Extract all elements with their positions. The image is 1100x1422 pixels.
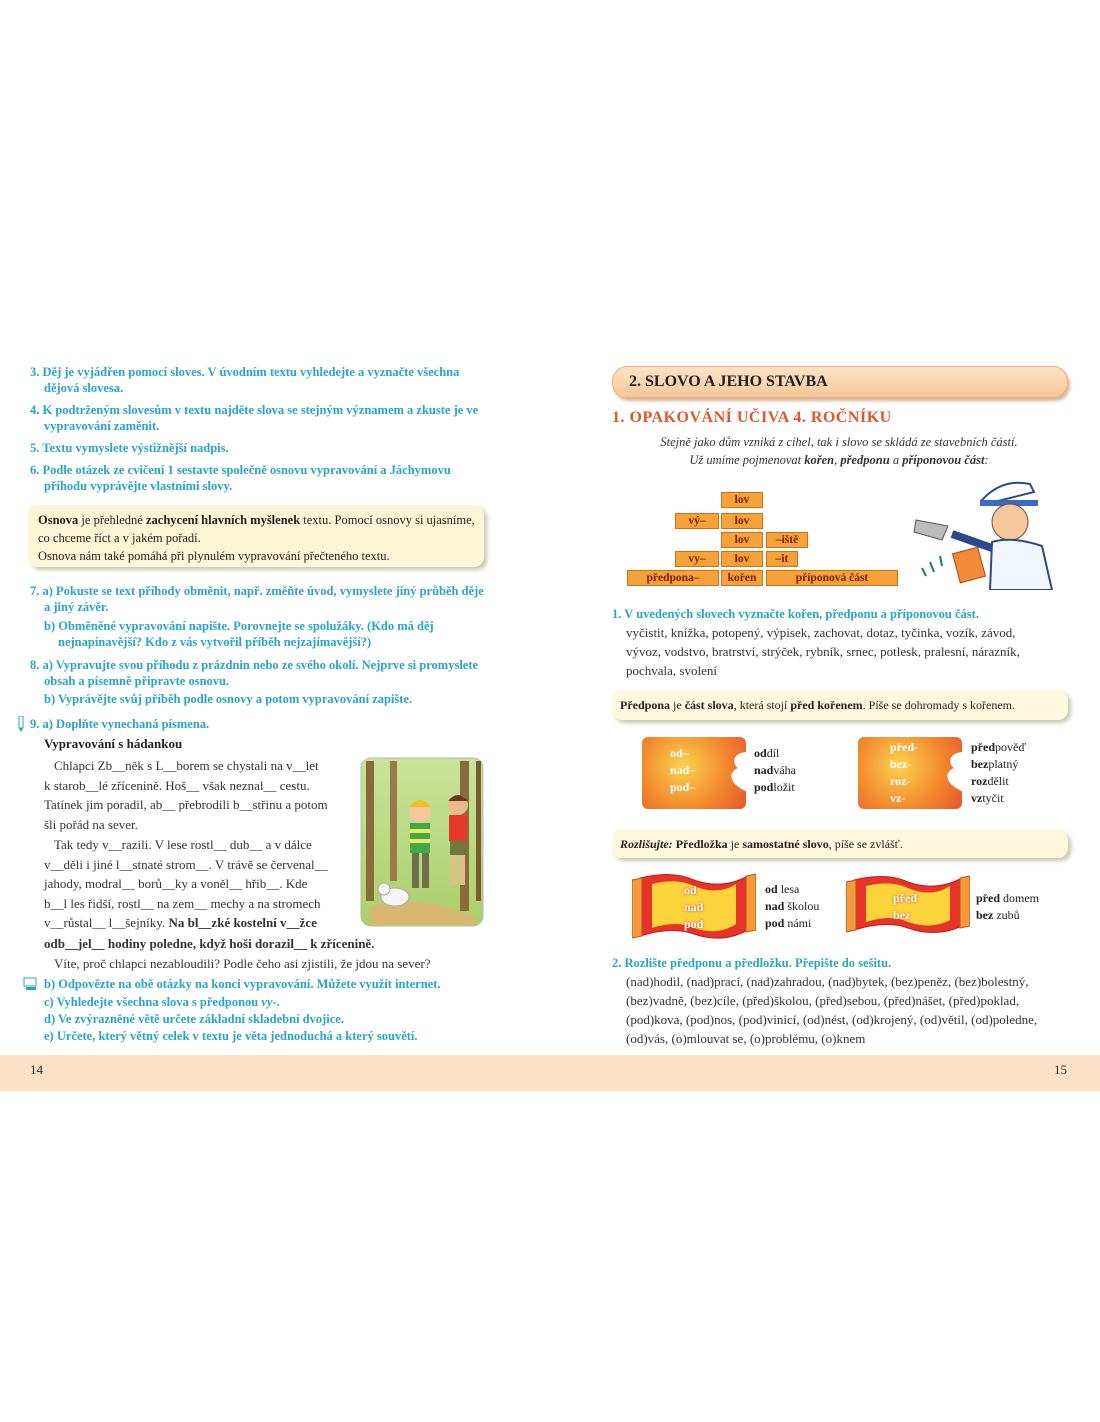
page-number-left: 14 bbox=[30, 1062, 43, 1077]
carpet-2-examples: před domem bez zubů bbox=[976, 891, 1039, 922]
bricklayer-illustration bbox=[912, 470, 1072, 590]
carpet-1-examples: od lesa nad školou pod námi bbox=[765, 882, 820, 930]
story-paragraph-1: Chlapci Zb__něk s L__borem se chystali na v__let k starob__lé zřícenině. Hoš__ však neznal__ cestu. Tatínek jim poradil, ab__ přebrodili b__střinu a potom šli pořád na sever. bbox=[44, 758, 328, 832]
section-title: 1. OPAKOVÁNÍ UČIVA 4. ROČNÍKU bbox=[612, 409, 892, 426]
story-paragraph-2: Tak tedy v__razili. V lese rostl__ dub__ a v dálce v__děli i jiné l__stnaté strom__. V trávě se červenal__ jahody, modral__ borů__ky a voněl__ hřib__. Kde b__l les řidší, rostl__ na zem__ mechy a na stromech v__růstal__ l__šejníky. Na bl__zké kostelní v__žce bbox=[44, 837, 328, 930]
pencil-icon bbox=[16, 716, 26, 732]
page-number-right: 15 bbox=[1054, 1062, 1067, 1077]
brick-suffix: –it bbox=[766, 551, 798, 567]
rule-box-predpona: Předpona je část slova, která stojí před kořenem. Píše se dohromady s kořenem. bbox=[612, 690, 1068, 720]
puzzle-notch bbox=[940, 752, 964, 792]
chapter-banner bbox=[612, 366, 1068, 398]
carpet-2-words: před bez bbox=[893, 891, 917, 922]
brick-prefix: vý– bbox=[675, 513, 719, 529]
computer-icon bbox=[23, 977, 39, 991]
boys-in-forest-illustration bbox=[360, 757, 484, 927]
puzzle-piece-prefixes-2: před- bez- roz- vz- bbox=[858, 737, 962, 809]
rule-box-predlozka: Rozlišujte: Předložka je samostatné slovo, píše se zvlášť. bbox=[612, 830, 1068, 858]
brick-suffix: –iště bbox=[766, 532, 808, 548]
exercise-r1-head: 1. V uvedených slovech vyznačte kořen, předponu a příponovou část. bbox=[612, 607, 979, 621]
brick-root: lov bbox=[721, 513, 763, 529]
carpet-1-words: od nad pod bbox=[684, 883, 704, 931]
exercise-7a: 7. a) Pokuste se text příhody obměnit, např. změňte úvod, vymyslete jiný průběh děje a jiný závěr. bbox=[30, 584, 484, 614]
brick-prefix: vy– bbox=[675, 551, 719, 567]
exercise-8b: b) Vyprávějte svůj příběh podle osnovy a potom vypravování zapište. bbox=[44, 692, 413, 706]
rule-box-osnova: Osnova je přehledné zachycení hlavních myšlenek textu. Pomocí osnovy si ujasníme, co chceme říct a v jakém pořadí. Osnova nám také pomáhá při plynulém vypravování přečteného textu. bbox=[28, 505, 484, 567]
exercise-r2-words: (nad)hodil, (nad)prací, (nad)zahradou, (nad)bytek, (bez)peněz, (bez)bolestný, (bez)vadně, (bez)cíle, (před)školou, (před)sebou, (před)nášet, (před)poklad, (pod)kova, (pod)nos, (pod)vinicí, (od)nést, (od)krojený, (od)větil, (od)poledne, (od)vás, (o)mlouvat se, (o)problému, (o)knem bbox=[626, 974, 1038, 1046]
exercise-9d: d) Ve zvýrazněné větě určete základní skladební dvojice. bbox=[44, 1012, 344, 1026]
page-footer bbox=[0, 1055, 1100, 1091]
brick-label-suffix: příponová část bbox=[766, 570, 898, 586]
exercise-9e: e) Určete, který větný celek v textu je věta jednoduchá a který souvětí. bbox=[44, 1029, 418, 1043]
story-bold-sentence: odb__jel__ hodiny poledne, když hoši dorazil__ k zřícenině. bbox=[44, 936, 375, 951]
exercise-6: 6. Podle otázek ze cvičení 1 sestavte společně osnovu vypravování a Jáchymovu příhodu vyprávějte vlastními slovy. bbox=[30, 463, 451, 493]
brick-label-root: kořen bbox=[721, 570, 763, 586]
exercise-8a: 8. a) Vypravujte svou příhodu z prázdnin nebo ze svého okolí. Nejprve si promyslete obsah a písemně připravte osnovu. bbox=[30, 658, 479, 688]
exercise-9b: b) Odpovězte na obě otázky na konci vypravování. Můžete využít internet. bbox=[44, 977, 441, 991]
brick-root: lov bbox=[721, 532, 763, 548]
chapter-title: 2. SLOVO A JEHO STAVBA bbox=[629, 373, 828, 390]
intro-text: Stejně jako dům vzniká z cihel, tak i slovo se skládá ze stavebních částí. Už umíme pojmenovat kořen, předponu a příponovou část: bbox=[660, 435, 1018, 467]
exercise-4: 4. K podtrženým slovesům v textu najděte slova se stejným významem a zkuste je ve vypravování zaměnit. bbox=[30, 403, 479, 433]
brick-label-prefix: předpona– bbox=[627, 570, 719, 586]
exercise-5: 5. Textu vymyslete výstižnější nadpis. bbox=[30, 441, 229, 455]
exercise-3: 3. Děj je vyjádřen pomocí sloves. V úvodním textu vyhledejte a vyznačte všechna dějová slovesa. bbox=[30, 365, 460, 395]
puzzle-piece-prefixes-1: od– nad– pod– bbox=[642, 737, 746, 809]
exercise-9c: c) Vyhledejte všechna slova s předponou vy-. bbox=[44, 995, 280, 1009]
brick-root: lov bbox=[721, 551, 763, 567]
story-question: Víte, proč chlapci nezabloudili? Podle čeho asi zjistili, že jdou na sever? bbox=[54, 956, 431, 971]
puzzle-notch bbox=[724, 752, 748, 792]
puzzle-examples-2: předpověď bezplatný rozdělit vztyčit bbox=[971, 740, 1027, 805]
puzzle-examples-1: oddíl nadváha podložit bbox=[754, 746, 797, 794]
exercise-r1-words: vyčistit, knížka, potopený, výpisek, zachovat, dotaz, tyčinka, vozík, závod, vývoz, vodstvo, bratrství, strýček, rybník, srnec, potlesk, pralesní, nárazník, pochvala, svolení bbox=[626, 625, 1020, 678]
exercise-r2-head: 2. Rozlište předponu a předložku. Přepište do sešitu. bbox=[612, 956, 892, 970]
exercise-7b: b) Obměněné vypravování napište. Porovnejte se spolužáky. (Kdo má děj nejnapínavější? Kdo z vás vytvořil příběh nejzajímavější?) bbox=[44, 619, 434, 649]
brick-root: lov bbox=[721, 492, 763, 508]
exercise-9a: 9. a) Doplňte vynechaná písmena. bbox=[30, 717, 210, 731]
story-title: Vypravování s hádankou bbox=[44, 736, 183, 751]
